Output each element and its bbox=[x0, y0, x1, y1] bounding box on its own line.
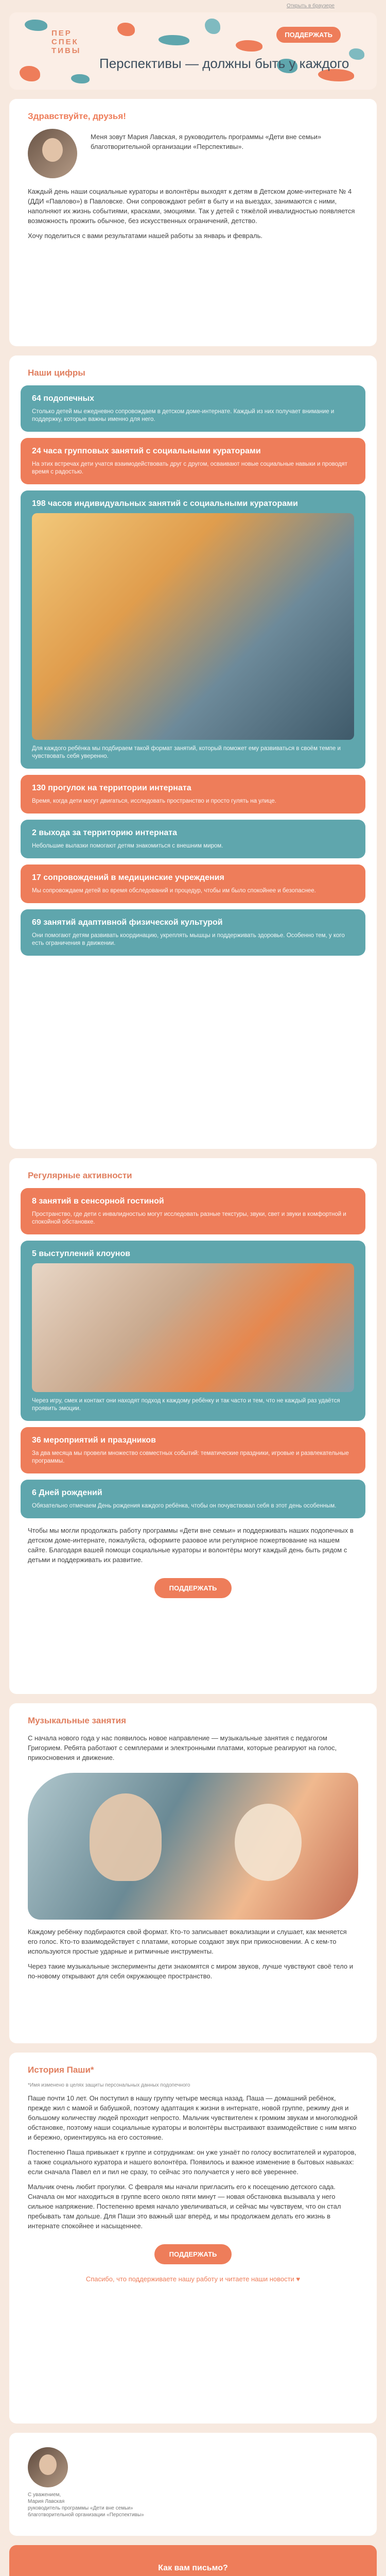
signature-avatar bbox=[28, 2447, 68, 2487]
activities-card bbox=[9, 1158, 377, 1694]
signature-card bbox=[9, 2433, 377, 2536]
stat-item: 130 прогулок на территории интерната Время, когда дети могут двигаться, исследовать пространство и просто гулять на улице. bbox=[21, 775, 365, 814]
signature-text: С уважением, Мария Лавская руководитель программы «Дети вне семьи» благотворительной организации «Перспективы» bbox=[28, 2492, 144, 2518]
header-support-button[interactable]: ПОДДЕРЖАТЬ bbox=[276, 27, 341, 43]
activity-item: 8 занятий в сенсорной гостиной Пространство, где дети с инвалидностью могут исследовать разные текстуры, звуки, свет и звуки в комфортной и спокойной обстановке. bbox=[21, 1188, 365, 1234]
music-paragraph: Через такие музыкальные эксперименты дети знакомятся с миром звуков, лучше чувствуют своё тело и по-новому открывают для себя окружающее пространство. bbox=[28, 1962, 353, 1980]
author-avatar bbox=[28, 129, 77, 178]
story-note: *Имя изменено в целях защиты персональных данных подопечного bbox=[28, 2082, 190, 2088]
music-paragraph: С начала нового года у нас появилось новое направление — музыкальные занятия с педагогом Григорием. Ребята работают с семплерами и электронными платами, которые реагируют на голос, прикосновения и движение. bbox=[28, 1734, 337, 1761]
activity-item: 6 Дней рождений Обязательно отмечаем День рождения каждого ребёнка, чтобы он почувствовал себя в этот день особенным. bbox=[21, 1480, 365, 1518]
header-tagline: Перспективы — должны быть у каждого bbox=[99, 56, 349, 71]
activity-photo bbox=[32, 1263, 354, 1392]
donate-paragraph: Чтобы мы могли продолжать работу программы «Дети вне семьи» и поддерживать наших подопечных в детском доме-интернате, пожалуйста, оформите разовое или регулярное пожертвование на нашем сайте. Благодаря вашей помощи социальные кураторы и волонтёры могут каждый день быть рядом с детьми и поддерживать их развитие. bbox=[28, 1527, 354, 1564]
open-in-browser-link[interactable]: Открыть в браузере bbox=[286, 3, 335, 9]
thanks-text: Спасибо, что поддерживаете нашу работу и читаете наши новости ♥ bbox=[85, 2275, 301, 2283]
perspektivy-logo[interactable]: ПЕР СПЕК ТИВЫ bbox=[51, 29, 81, 55]
music-title: Музыкальные занятия bbox=[28, 1716, 127, 1725]
story-paragraph: Мальчик очень любит прогулки. С февраля мы начали пригласить его к посещению детского сада. Сначала он мог находиться в группе всего около пяти минут — новая обстановка вызывала у него сильное напряжение. Постепенно время начало увеличиваться, и сейчас мы чувствуем, что он стал пребывать там дольше. Для Паши это важный шаг вперёд, и мы продолжаем делать его жизнь в интернате спокойнее и насыщеннее. bbox=[28, 2183, 341, 2230]
music-photo bbox=[28, 1773, 358, 1920]
survey-question: Как вам письмо? bbox=[158, 2564, 228, 2572]
story-paragraph: Постепенно Паша привыкает к группе и сотрудникам: он уже узнаёт по голосу воспитателей и кураторов, а также социального куратора и нашего волонтёра. Появилось и важное изменение в бытовых навыках: если сначала Павел ел и пил не сразу, то сейчас это получается у него всё увереннее. bbox=[28, 2148, 357, 2176]
header-card bbox=[9, 12, 377, 90]
story-card bbox=[9, 2053, 377, 2424]
greeting-intro: Меня зовут Мария Лавская, я руководитель программы «Дети вне семьи» благотворительной организации «Перспективы». bbox=[91, 133, 322, 150]
activity-item: 5 выступлений клоунов Через игру, смех и контакт они находят подход к каждому ребёнку и так часто и тем, что не каждый раз удаётся проявить эмоции. bbox=[21, 1241, 365, 1421]
stat-item: 2 выхода за территорию интерната Небольшие вылазки помогают детям знакомиться с внешним миром. bbox=[21, 820, 365, 858]
stat-item: 64 подопечных Столько детей мы ежедневно сопровождаем в детском доме-интернате. Каждый из них получает внимание и поддержку, которые важны именно для него. bbox=[21, 385, 365, 432]
story-support-button[interactable]: ПОДДЕРЖАТЬ bbox=[154, 2244, 232, 2264]
music-paragraph: Каждому ребёнку подбираются свой формат. Кто-то записывает вокализации и слушает, как меняется его голос. Кто-то взаимодействует с платами, которые создают звук при прикосновении. А с кем-то используются простые ударные и ритмичные инструменты. bbox=[28, 1928, 347, 1955]
greeting-paragraph: Хочу поделиться с вами результатами нашей работы за январь и февраль. bbox=[28, 232, 262, 240]
greeting-paragraph: Каждый день наши социальные кураторы и волонтёры выходят к детям в Детском доме-интернате № 4 (ДДИ «Павлово») в Павловске. Они сопровождают ребят в быту и на выездах, занимаются с ними, наполняют их жизнь событиями, красками, эмоциями. Так у детей с тяжёлой инвалидностью появляется возможность прожить обычное, без искусственных ограничений, детство. bbox=[28, 188, 355, 225]
activity-item: 36 мероприятий и праздников За два месяца мы провели множество совместных событий: тематические праздники, игровые и развлекательные программы. bbox=[21, 1427, 365, 1473]
stat-item: 69 занятий адаптивной физической культурой Они помогают детям развивать координацию, укреплять мышцы и поддерживать здоровье. Особенно тем, у кого есть ограничения в движении. bbox=[21, 909, 365, 956]
stat-item: 24 часа групповых занятий с социальными кураторами На этих встречах дети учатся взаимодействовать друг с другом, осваивают новые социальные навыки и проводят время с радостью. bbox=[21, 438, 365, 484]
greeting-card bbox=[9, 99, 377, 346]
greeting-title: Здравствуйте, друзья! bbox=[28, 111, 126, 121]
stats-card bbox=[9, 355, 377, 1149]
support-button[interactable]: ПОДДЕРЖАТЬ bbox=[154, 1578, 232, 1598]
stat-photo bbox=[32, 513, 354, 740]
activities-title: Регулярные активности bbox=[28, 1171, 132, 1180]
story-title: История Паши* bbox=[28, 2065, 94, 2075]
stat-item: 198 часов индивидуальных занятий с социальными кураторами Для каждого ребёнка мы подбираем такой формат занятий, который поможет ему развиваться в своём темпе и чувствовать себя уверенно. bbox=[21, 490, 365, 769]
music-card bbox=[9, 1703, 377, 2043]
story-paragraph: Паше почти 10 лет. Он поступил в нашу группу четыре месяца назад. Паша — домашний ребёнок, прежде жил с мамой и бабушкой, поэтому адаптация к жизни в интернате, новой группе, режиму дня и большому количеству людей проходит непросто. Мальчик чувствителен к громким звукам и многолюдной обстановке, поэтому наши социальные кураторы и волонтёры выстраивают взаимодействие с ним мягко и бережно, ориентируясь на его состояние. bbox=[28, 2094, 358, 2141]
survey-card bbox=[9, 2545, 377, 2576]
stat-item: 17 сопровождений в медицинские учреждения Мы сопровождаем детей во время обследований и процедур, чтобы им было спокойнее и безопаснее. bbox=[21, 865, 365, 903]
stats-title: Наши цифры bbox=[28, 368, 85, 378]
